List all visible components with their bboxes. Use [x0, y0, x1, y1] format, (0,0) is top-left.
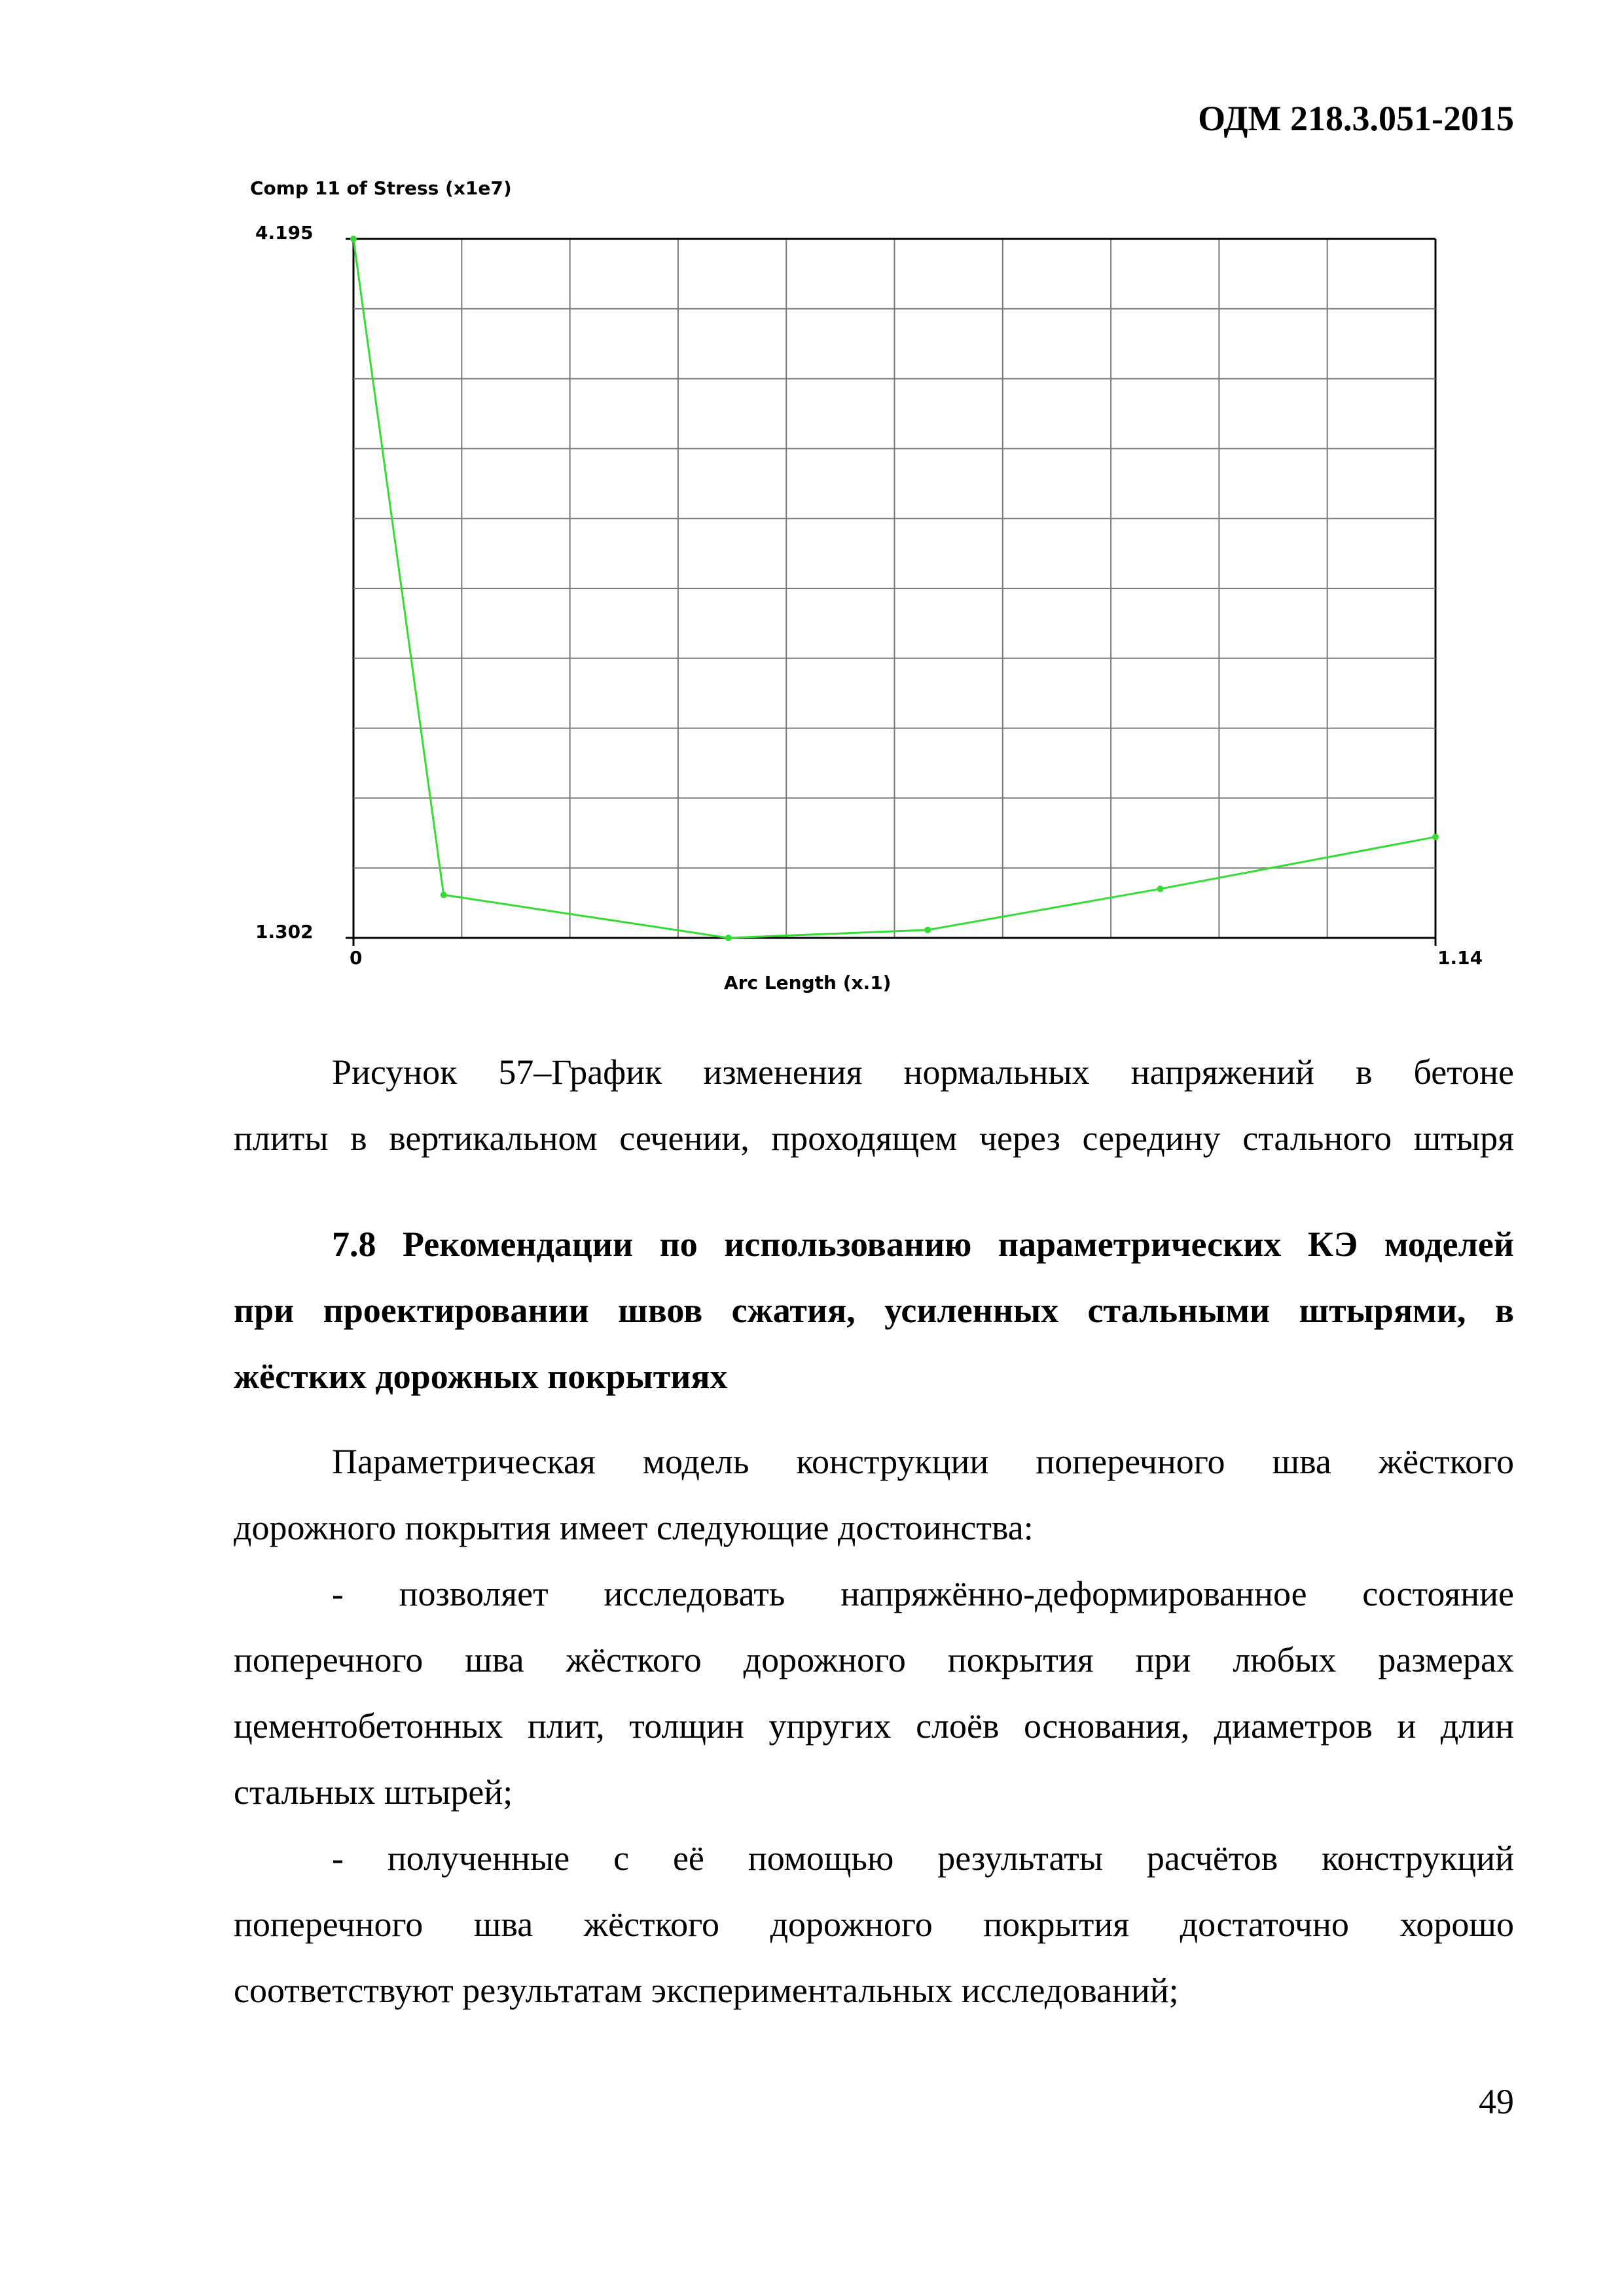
data-point	[441, 891, 447, 898]
data-point	[924, 927, 931, 933]
x-tick-label-min: 0	[350, 947, 363, 969]
document-code: ОДМ 218.3.051-2015	[1198, 99, 1514, 138]
paragraph-advantages-intro	[234, 1429, 1514, 1561]
chart-title: Comp 11 of Stress (x1e7)	[250, 177, 512, 199]
figure-caption-continued	[234, 1105, 1514, 1172]
paragraph-line: соответствуют результатам экспериментальных исследований;	[234, 1971, 1179, 2010]
data-point	[1432, 834, 1439, 840]
paragraph-line: цементобетонных плит, толщин упругих слоёв основания, диаметров и длин	[234, 1706, 1514, 1746]
paragraph-line: - позволяет исследовать напряжённо-деформированное состояние	[332, 1574, 1514, 1613]
section-heading	[234, 1211, 1514, 1410]
stress-chart	[236, 167, 1532, 998]
y-tick-label-max: 4.195	[255, 222, 314, 243]
paragraph-line: поперечного шва жёсткого дорожного покрытия при любых размерах	[234, 1640, 1514, 1679]
data-point	[350, 236, 357, 242]
figure-caption-line-2: плиты в вертикальном сечении, проходящем через середину стального штыря	[234, 1119, 1514, 1158]
paragraph-line: - полученные с её помощью результаты расчётов конструкций	[332, 1839, 1514, 1878]
paragraph-line: поперечного шва жёсткого дорожного покрытия достаточно хорошо	[234, 1905, 1514, 1944]
page-number: 49	[1479, 2082, 1514, 2121]
paragraph-line: Параметрическая модель конструкции поперечного шва жёсткого	[332, 1442, 1514, 1481]
y-tick-label-min: 1.302	[255, 921, 314, 942]
list-item-advantage-2	[234, 1825, 1514, 2024]
figure-caption-line-1: Рисунок 57–График изменения нормальных напряжений в бетоне	[332, 1052, 1514, 1092]
section-heading-line-3: жёстких дорожных покрытиях	[234, 1357, 728, 1396]
data-point	[1157, 886, 1164, 892]
paragraph-line: стальных штырей;	[234, 1772, 513, 1812]
paragraph-line: дорожного покрытия имеет следующие достоинства:	[234, 1508, 1034, 1547]
data-point	[725, 935, 732, 941]
stress-chart-svg	[236, 167, 1532, 998]
chart-grid	[346, 239, 1435, 946]
x-axis-label: Arc Length (x.1)	[724, 972, 892, 994]
figure-caption	[234, 1039, 1514, 1105]
list-item-advantage-1	[234, 1561, 1514, 1825]
section-heading-line-1: 7.8 Рекомендации по использованию параметрических КЭ моделей	[332, 1225, 1514, 1264]
x-tick-label-max: 1.14	[1437, 947, 1483, 969]
section-heading-line-2: при проектировании швов сжатия, усиленных стальными штырями, в	[234, 1291, 1514, 1330]
